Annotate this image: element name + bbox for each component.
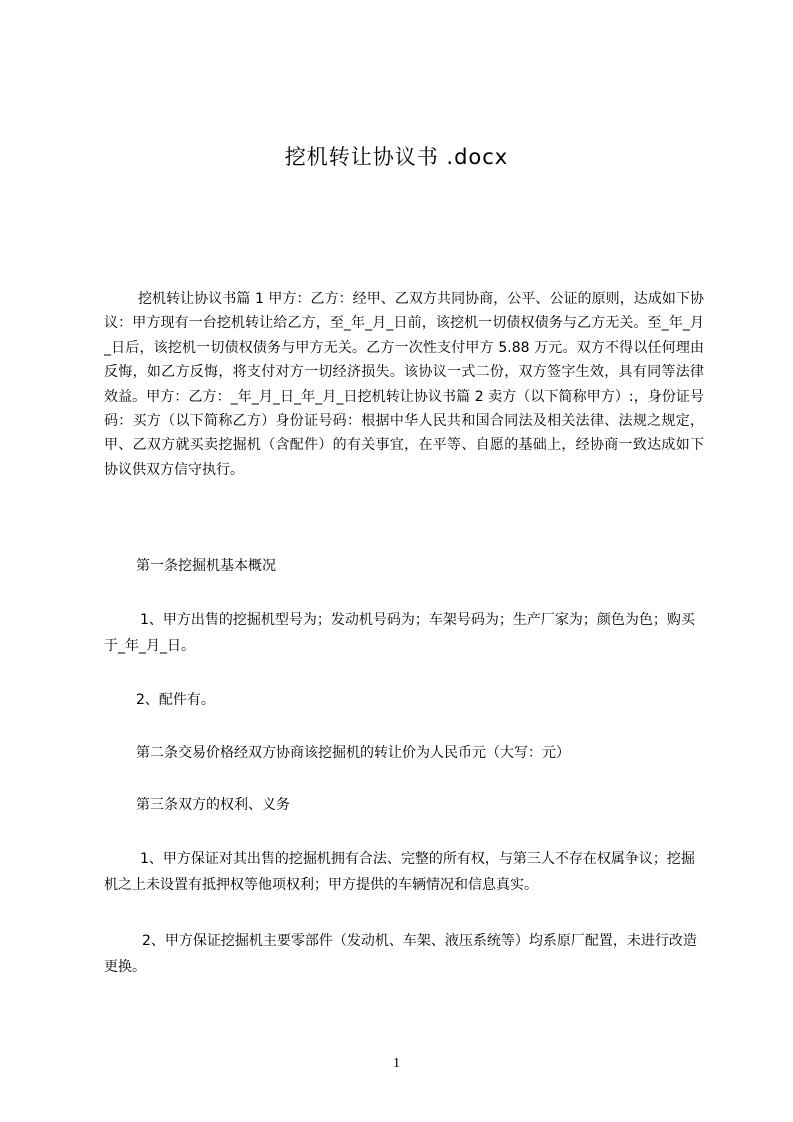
article1-item1: 1、甲方出售的挖掘机型号为；发动机号码为；车架号码为；生产厂家为；颜色为色；购买于_年_月_日。 <box>104 612 695 654</box>
document-title: 挖机转让协议书 .docx <box>284 145 509 169</box>
intro-paragraph: 挖机转让协议书篇 1 甲方：乙方：经甲、乙双方共同协商，公平、公证的原则，达成如下协议：甲方现有一台挖机转让给乙方，至_年_月_日前，该挖机一切债权债务与乙方无关。至_年_月_日后，该挖机一切债权债务与甲方无关。乙方一次性支付甲方 5.88 万元。双方不得以任何理由反悔，如乙方反悔，将支付对方一切经济损失。该协议一式二份，双方签字生效，具有同等法律效益。甲方：乙方：_年_月_日_年_月_日挖机转让协议书篇 2 卖方（以下简称甲方）:，身份证号码：买方（以下简称乙方）身份证号码：根据中华人民共和国合同法及相关法律、法规之规定，甲、乙双方就买卖挖掘机（含配件）的有关事宜，在平等、自愿的基础上，经协商一致达成如下协议供双方信守执行。 <box>104 291 704 478</box>
article3-item2: 2、甲方保证挖掘机主要零部件（发动机、车架、液压系统等）均系原厂配置，未进行改造更换。 <box>104 933 697 975</box>
article2-paragraph: 第二条交易价格经双方协商该挖掘机的转让价为人民币元（大写：元） <box>136 745 570 761</box>
article3-heading: 第三条双方的权利、义务 <box>136 797 290 813</box>
article3-item1: 1、甲方保证对其出售的挖掘机拥有合法、完整的所有权，与第三人不存在权属争议；挖掘机之上未设置有抵押权等他项权利；甲方提供的车辆情况和信息真实。 <box>104 851 695 893</box>
page-number: 1 <box>393 1056 400 1071</box>
article1-item2: 2、配件有。 <box>136 692 215 708</box>
article1-heading: 第一条挖掘机基本概况 <box>136 558 276 574</box>
